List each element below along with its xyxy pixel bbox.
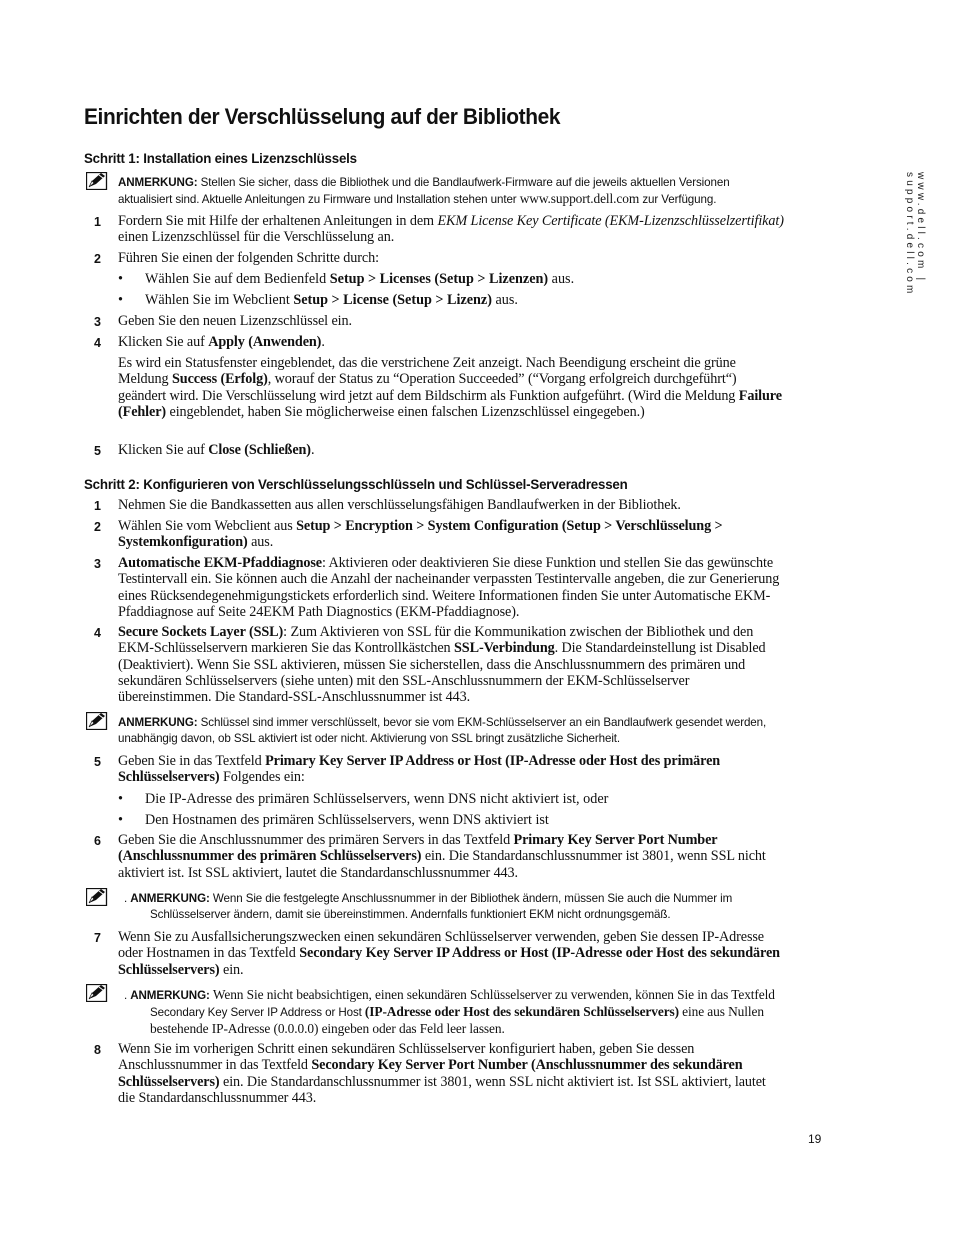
step1-bullet: Wählen Sie auf dem Bedienfeld Setup > Licenses (Setup > Lizenzen) aus. bbox=[145, 271, 575, 287]
support-link[interactable]: www.support.dell.com bbox=[519, 191, 640, 206]
step1-item-number: 1 bbox=[94, 215, 101, 229]
step2-bullet: Die IP-Adresse des primären Schlüsselservers, wenn DNS nicht aktiviert ist, oder bbox=[145, 791, 609, 807]
step2-item-number: 2 bbox=[94, 520, 101, 534]
step2-item-6: Geben Sie die Anschlussnummer des primären Servers in das Textfeld Primary Key Server Port Number (Anschlussnummer des primären Schlüsselservers) ein. Die Standardanschlussnummer ist 3801, wenn SSL nicht aktiviert ist. Ist SSL aktiviert, lautet die Standardanschlussnummer 443. bbox=[118, 832, 766, 881]
note-label: ANMERKUNG: bbox=[118, 176, 198, 189]
step2-item-4: Secure Sockets Layer (SSL): Zum Aktivieren von SSL für die Kommunikation zwischen der Bibliothek und den EKM-Schlüsselservern markieren Sie das Kontrollkästchen SSL-Verbindung. Die Standardeinstellung ist Disabled (Deaktiviert). Wenn Sie SSL aktivieren, müssen Sie sicherstellen, dass die Anschlussnummern des primären und sekundären Schlüsselservers (siehe unten) mit den SSL-Anschlussnummern der EKM-Schlüsselserver übereinstimmen. Die Standard-SSL-Anschlussnummer ist 443. bbox=[118, 624, 766, 706]
step1-item-number: 3 bbox=[94, 315, 101, 329]
step2-item-number: 7 bbox=[94, 931, 101, 945]
note-port: . ANMERKUNG: Wenn Sie die festgelegte Anschlussnummer in der Bibliothek ändern, müssen Sie auch die Nummer im Schlüsselserver ändern, damit sie übereinstimmen. Andernfalls funktioniert EKM nicht ordnungsgemäß. bbox=[124, 892, 733, 921]
step1-item-5: Klicken Sie auf Close (Schließen). bbox=[118, 442, 315, 458]
step1-item-1: Fordern Sie mit Hilfe der erhaltenen Anleitungen in dem EKM License Key Certificate (EKM-Lizenzschlüsselzertifikat) einen Lizenzschlüssel für die Verschlüsselung an. bbox=[118, 213, 784, 246]
step2-item-8: Wenn Sie im vorherigen Schritt einen sekundären Schlüsselserver konfiguriert haben, geben Sie dessen Anschlussnummer in das Textfeld Secondary Key Server Port Number (Anschlussnummer des sekundären Schlüsselservers) ein. Die Standardanschlussnummer ist 3801, wenn SSL nicht aktiviert ist. Ist SSL aktiviert, lautet die Standardanschlussnummer 443. bbox=[118, 1041, 766, 1106]
page-number: 19 bbox=[808, 1132, 822, 1146]
step2-heading: Schritt 2: Konfigurieren von Verschlüsselungsschlüsseln und Schlüssel-Serveradressen bbox=[84, 476, 628, 492]
note-ssl: ANMERKUNG: Schlüssel sind immer verschlüsselt, bevor sie vom EKM-Schlüsselserver an ein Bandlaufwerk gesendet werden, unabhängig davon, ob SSL aktiviert ist oder nicht. Aktivierung von SSL bringt zusätzliche Sicherheit. bbox=[118, 716, 767, 745]
step2-item-number: 4 bbox=[94, 626, 101, 640]
step2-item-number: 5 bbox=[94, 755, 101, 769]
step2-item-1: Nehmen Sie die Bandkassetten aus allen verschlüsselungsfähigen Bandlaufwerken in der Bibliothek. bbox=[118, 497, 681, 513]
note-pencil-icon bbox=[86, 712, 108, 730]
step2-item-3: Automatische EKM-Pfaddiagnose: Aktivieren oder deaktivieren Sie diese Funktion und stellen Sie das gewünschte Testintervall ein. Sie können auch die Anzahl der nacheinander verpassten Testintervalle angeben, die zur Generierung eines Rücksendegenehmigungstickets erforderlich sind. Weitere Informationen finden Sie unter Automatische EKM-Pfaddiagnose auf Seite 24EKM Path Diagnostics (EKM-Pfaddiagnose). bbox=[118, 555, 780, 620]
step2-item-5: Geben Sie in das Textfeld Primary Key Server IP Address or Host (IP-Adresse oder Host des primären Schlüsselservers) Folgendes ein: bbox=[118, 753, 721, 786]
note-firmware: ANMERKUNG: Stellen Sie sicher, dass die Bibliothek und die Bandlaufwerk-Firmware auf die jeweils aktuellen Versionen aktualisiert sind. Aktuelle Anleitungen zu Firmware und Installation stehen unter www.support.dell.com zur Verfügung. bbox=[118, 176, 730, 206]
step1-item-4: Klicken Sie auf Apply (Anwenden). bbox=[118, 334, 325, 350]
step2-item-2: Wählen Sie vom Webclient aus Setup > Encryption > System Configuration (Setup > Verschlüsselung > Systemkonfiguration) aus. bbox=[118, 518, 723, 551]
step2-item-number: 3 bbox=[94, 557, 101, 571]
note-pencil-icon bbox=[86, 984, 108, 1002]
step2-item-number: 6 bbox=[94, 834, 101, 848]
step1-item-3: Geben Sie den neuen Lizenzschlüssel ein. bbox=[118, 313, 352, 329]
side-url: www.dell.com | support.dell.com bbox=[904, 172, 926, 297]
note-pencil-icon bbox=[86, 172, 108, 190]
step1-item-2: Führen Sie einen der folgenden Schritte durch: bbox=[118, 250, 379, 266]
page-title: Einrichten der Verschlüsselung auf der Bibliothek bbox=[84, 104, 561, 129]
step1-heading: Schritt 1: Installation eines Lizenzschlüssels bbox=[84, 150, 357, 166]
note-secondary: . ANMERKUNG: Wenn Sie nicht beabsichtigen, einen sekundären Schlüsselserver zu verwenden, können Sie in das Textfeld Secondary Key Server IP Address or Host (IP-Adresse oder Host des sekundären Schlüsselservers) eine aus Nullen bestehende IP-Adresse (0.0.0.0) eingeben oder das Feld leer lassen. bbox=[124, 987, 775, 1036]
step1-item-4-paragraph: Es wird ein Statusfenster eingeblendet, das die verstrichene Zeit anzeigt. Nach Beendigung erscheint die grüne Meldung Success (Erfolg), worauf der Status zu “Operation Succeeded” (“Vorgang erfolgreich durchgeführt“) geändert wird. Die Verschlüsselung wird jetzt auf dem Bildschirm als Funktion aufgeführt. (Wird die Meldung Failure (Fehler) eingeblendet, haben Sie möglicherweise einen falschen Lizenzschlüssel eingegeben.) bbox=[118, 355, 782, 420]
step2-bullet: Den Hostnamen des primären Schlüsselservers, wenn DNS aktiviert ist bbox=[145, 812, 549, 828]
step1-bullet: Wählen Sie im Webclient Setup > License (Setup > Lizenz) aus. bbox=[145, 292, 518, 308]
step1-item-number: 2 bbox=[94, 252, 101, 266]
step2-item-number: 1 bbox=[94, 499, 101, 513]
step1-item-number: 4 bbox=[94, 336, 101, 350]
note-pencil-icon bbox=[86, 888, 108, 906]
step1-item-number: 5 bbox=[94, 444, 101, 458]
step2-item-7: Wenn Sie zu Ausfallsicherungszwecken einen sekundären Schlüsselserver verwenden, geben Sie dessen IP-Adresse oder Hostnamen in das Textfeld Secondary Key Server IP Address or Host (IP-Adresse oder Host des sekundären Schlüsselservers) ein. bbox=[118, 929, 780, 978]
step2-item-number: 8 bbox=[94, 1043, 101, 1057]
